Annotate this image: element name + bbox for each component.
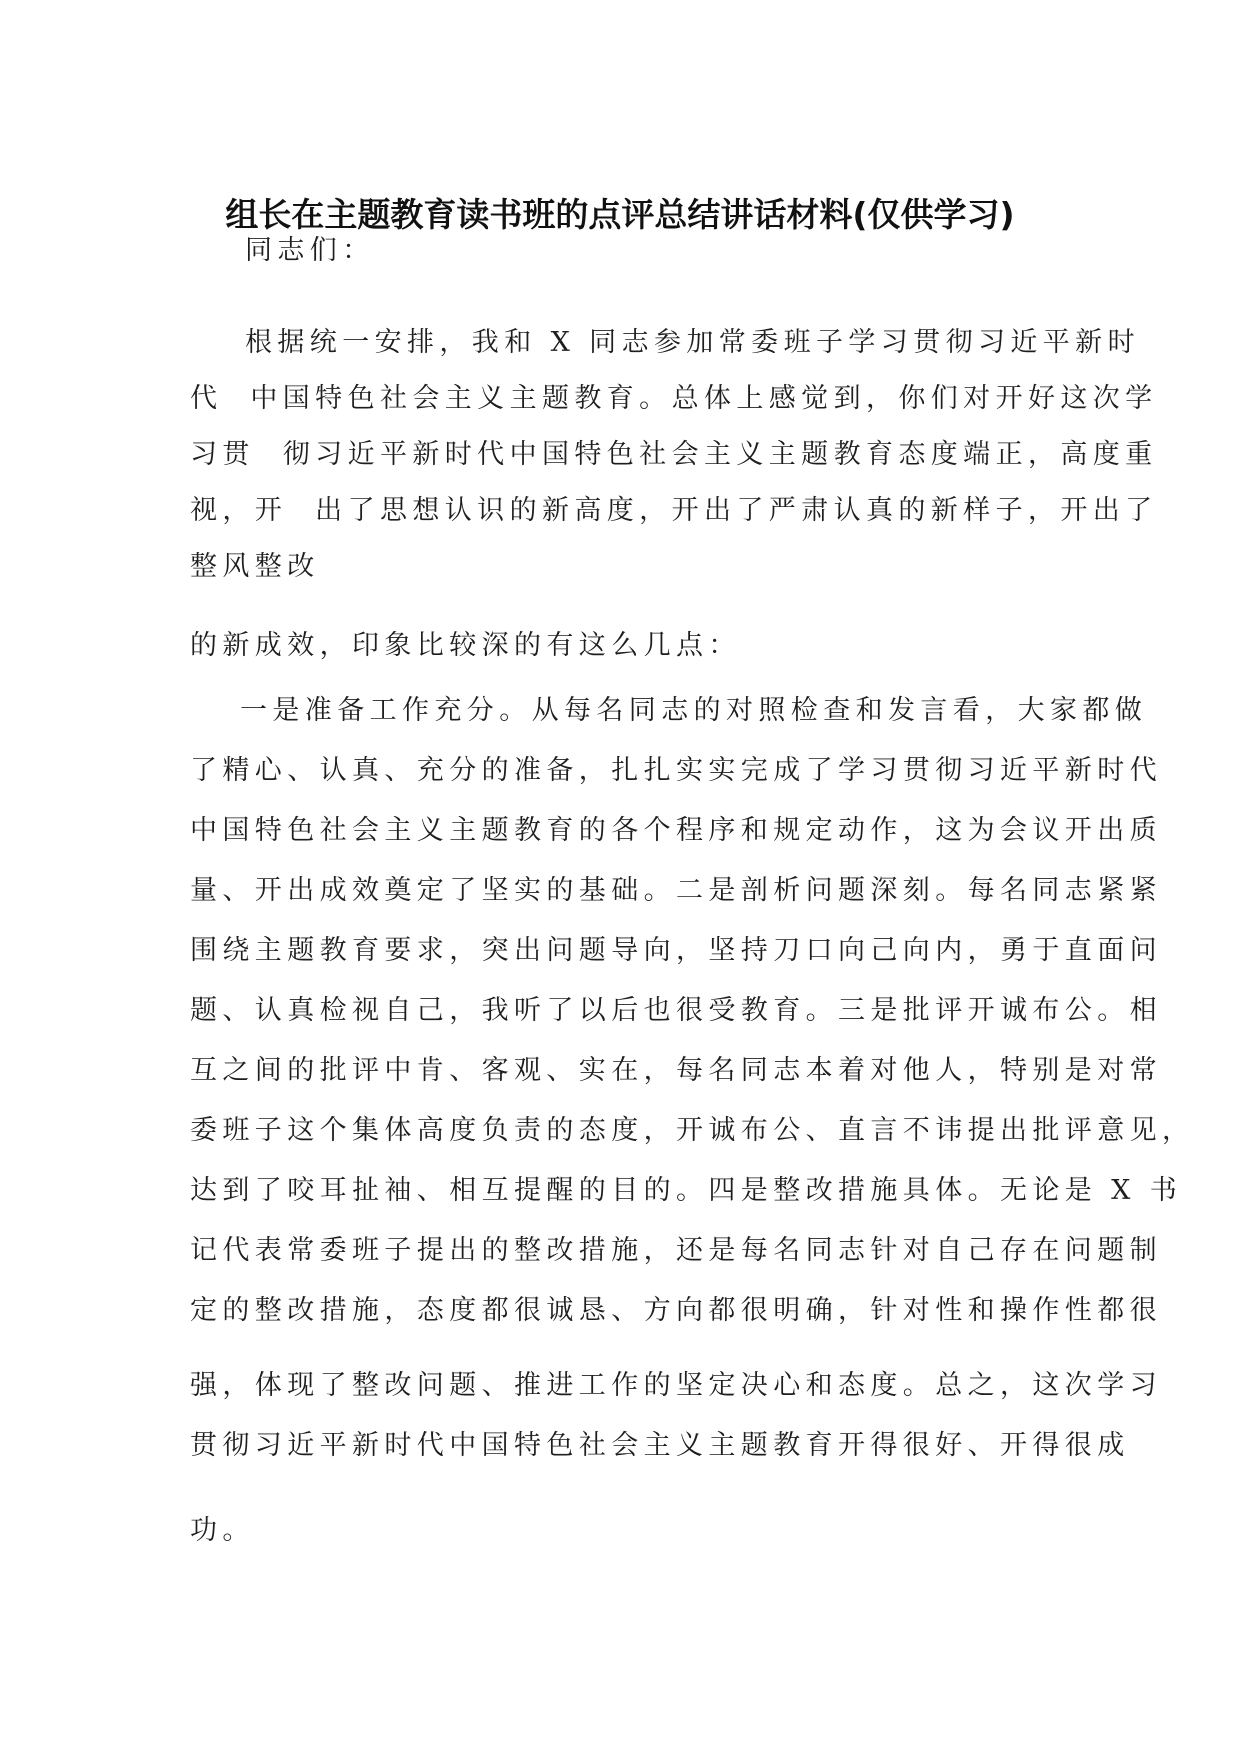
paragraph-line: 量、开出成效奠定了坚实的基础。二是剖析问题深刻。每名同志紧紧	[190, 875, 1162, 906]
paragraph-line: 委班子这个集体高度负责的态度，开诚布公、直言不讳提出批评意见，	[190, 1115, 1195, 1146]
salutation: 同志们：	[245, 235, 375, 266]
paragraph-line: 题、认真检视自己，我听了以后也很受教育。三是批评开诚布公。相	[190, 995, 1162, 1026]
paragraph-line: 视，开 出了思想认识的新高度，开出了严肃认真的新样子，开出了	[190, 495, 1158, 526]
paragraph-line: 强，体现了整改问题、推进工作的坚定决心和态度。总之，这次学习	[190, 1370, 1162, 1401]
paragraph-line: 了精心、认真、充分的准备，扎扎实实完成了学习贯彻习近平新时代	[190, 755, 1162, 786]
paragraph-line: 一是准备工作充分。从每名同志的对照检查和发言看，大家都做	[240, 695, 1148, 726]
paragraph-line: 功。	[190, 1515, 255, 1546]
paragraph-line: 代 中国特色社会主义主题教育。总体上感觉到，你们对开好这次学	[190, 383, 1158, 414]
paragraph-line: 互之间的批评中肯、客观、实在，每名同志本着对他人，特别是对常	[190, 1055, 1162, 1086]
paragraph-line: 习贯 彻习近平新时代中国特色社会主义主题教育态度端正，高度重	[190, 439, 1158, 470]
paragraph-line: 贯彻习近平新时代中国特色社会主义主题教育开得很好、开得很成	[190, 1430, 1130, 1461]
paragraph-line: 围绕主题教育要求，突出问题导向，坚持刀口向己向内，勇于直面问	[190, 935, 1162, 966]
paragraph-line: 记代表常委班子提出的整改措施，还是每名同志针对自己存在问题制	[190, 1235, 1162, 1266]
paragraph-line: 根据统一安排，我和 X 同志参加常委班子学习贯彻习近平新时	[245, 327, 1140, 358]
paragraph-line: 整风整改	[190, 551, 320, 582]
paragraph-line: 达到了咬耳扯袖、相互提醒的目的。四是整改措施具体。无论是 X 书	[190, 1175, 1183, 1206]
paragraph-line: 的新成效，印象比较深的有这么几点：	[190, 630, 741, 661]
paragraph-line: 定的整改措施，态度都很诚恳、方向都很明确，针对性和操作性都很	[190, 1295, 1162, 1326]
document-title: 组长在主题教育读书班的点评总结讲话材料(仅供学习)	[225, 195, 1015, 234]
paragraph-line: 中国特色社会主义主题教育的各个程序和规定动作，这为会议开出质	[190, 815, 1162, 846]
